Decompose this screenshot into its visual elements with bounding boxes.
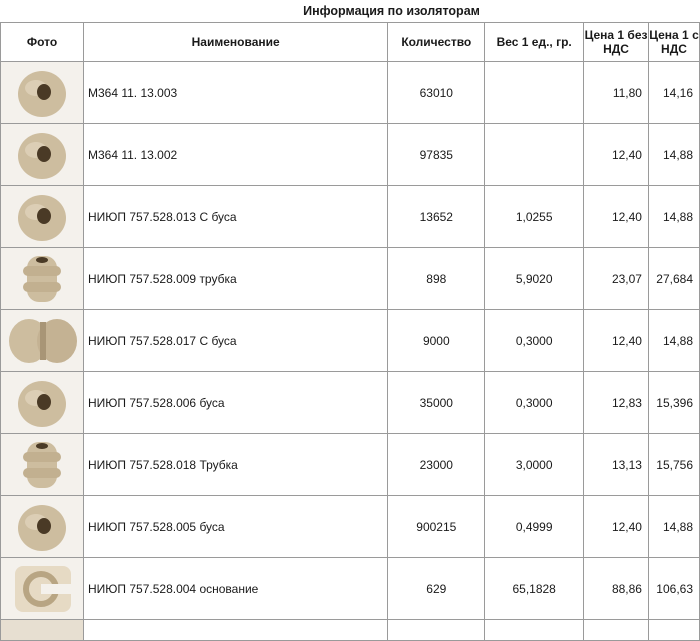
cell-price-no-vat: 13,13 — [584, 434, 649, 496]
cell-price-no-vat: 23,07 — [584, 248, 649, 310]
cell-price-vat: 14,88 — [648, 186, 699, 248]
base-photo — [1, 558, 83, 619]
cell-weight: 65,1828 — [485, 558, 584, 620]
table-title: Информация по изоляторам — [84, 0, 700, 23]
table-row — [1, 372, 700, 434]
cell-name: М364 11. 13.003 — [84, 62, 388, 124]
cell-qty: 23000 — [388, 434, 485, 496]
cell-price-vat: 15,756 — [648, 434, 699, 496]
table-row — [1, 434, 700, 496]
bead-photo — [1, 62, 83, 123]
cell-weight: 0,3000 — [485, 372, 584, 434]
cell-name: НИЮП 757.528.013 С буса — [84, 186, 388, 248]
cell-weight — [485, 62, 584, 124]
header-price-no-vat: Цена 1 без НДС — [584, 23, 649, 62]
header-name: Наименование — [84, 23, 388, 62]
header-row — [1, 23, 700, 62]
cell-qty: 629 — [388, 558, 485, 620]
table-row — [1, 558, 700, 620]
table-row — [1, 496, 700, 558]
cell-price-no-vat: 12,83 — [584, 372, 649, 434]
cell-name: НИЮП 757.528.017 С буса — [84, 310, 388, 372]
header-qty: Количество — [388, 23, 485, 62]
cell-name: НИЮП 757.528.006 буса — [84, 372, 388, 434]
cell-price-no-vat: 12,40 — [584, 310, 649, 372]
table-row — [1, 124, 700, 186]
cell-price-no-vat: 12,40 — [584, 186, 649, 248]
cell-price-vat: 14,88 — [648, 124, 699, 186]
cell-qty: 63010 — [388, 62, 485, 124]
table-row — [1, 62, 700, 124]
cell-weight: 0,3000 — [485, 310, 584, 372]
cell-weight: 5,9020 — [485, 248, 584, 310]
cell-price-no-vat: 88,86 — [584, 558, 649, 620]
cell-weight: 1,0255 — [485, 186, 584, 248]
cell-weight: 3,0000 — [485, 434, 584, 496]
cell-name: М364 11. 13.002 — [84, 124, 388, 186]
cell-name: НИЮП 757.528.018 Трубка — [84, 434, 388, 496]
cell-name: НИЮП 757.528.009 трубка — [84, 248, 388, 310]
table-row — [1, 186, 700, 248]
table-row — [1, 248, 700, 310]
cell-name: НИЮП 757.528.005 буса — [84, 496, 388, 558]
bead-photo — [1, 124, 83, 185]
cell-price-vat: 14,16 — [648, 62, 699, 124]
cell-qty: 900215 — [388, 496, 485, 558]
bead-photo — [1, 496, 83, 557]
bead-photo — [1, 372, 83, 433]
header-photo: Фото — [1, 23, 84, 62]
bead-photo — [1, 186, 83, 247]
cell-price-no-vat: 11,80 — [584, 62, 649, 124]
header-price-vat: Цена 1 с НДС — [648, 23, 699, 62]
table-row — [1, 310, 700, 372]
split-bead-photo — [1, 310, 83, 371]
cell-price-vat: 14,88 — [648, 496, 699, 558]
cell-price-vat: 14,88 — [648, 310, 699, 372]
cell-qty: 898 — [388, 248, 485, 310]
cell-price-vat: 15,396 — [648, 372, 699, 434]
tube-photo — [1, 248, 83, 309]
cell-qty: 97835 — [388, 124, 485, 186]
cell-qty: 9000 — [388, 310, 485, 372]
cell-price-no-vat: 12,40 — [584, 496, 649, 558]
cell-weight: 0,4999 — [485, 496, 584, 558]
cell-name: НИЮП 757.528.004 основание — [84, 558, 388, 620]
header-weight: Вес 1 ед., гр. — [485, 23, 584, 62]
cell-price-no-vat: 12,40 — [584, 124, 649, 186]
cell-price-vat: 27,684 — [648, 248, 699, 310]
tube-photo — [1, 434, 83, 495]
cell-price-vat: 106,63 — [648, 558, 699, 620]
partial-row — [1, 620, 700, 641]
cell-weight — [485, 124, 584, 186]
cell-qty: 13652 — [388, 186, 485, 248]
cell-qty: 35000 — [388, 372, 485, 434]
